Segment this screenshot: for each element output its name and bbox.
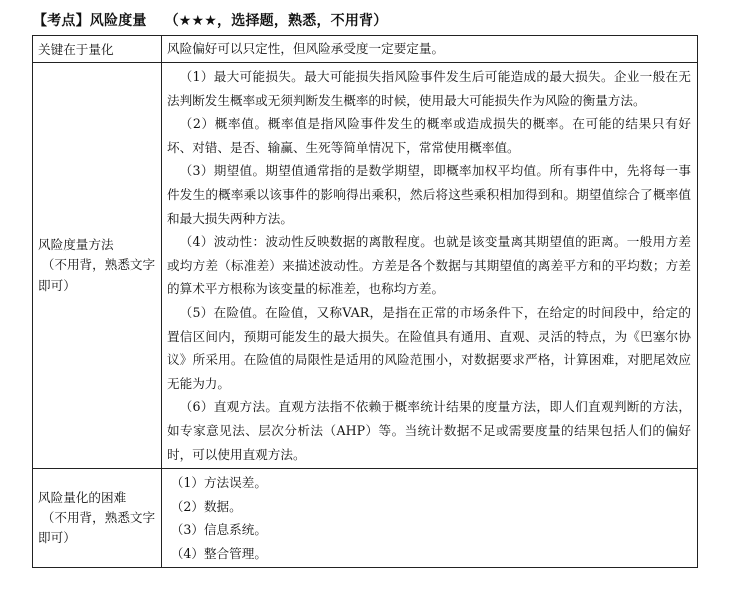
- table-row-key: [33, 36, 698, 63]
- method-paragraph: （4）波动性：波动性反映数据的离散程度。也就是该变量离其期望值的距离。一般用方差或均方差（标准差）来描述波动性。方差是各个数据与其期望值的离差平方和的平均数；方差的算术平方根称为该变量的标准差，也称均方差。: [167, 234, 691, 297]
- row-content-methods: [162, 63, 698, 469]
- heading-tag: 【考点】风险度量: [33, 13, 147, 29]
- row-content-text: 风险偏好可以只定性，但风险承受度一定要定量。: [167, 41, 445, 57]
- heading-note: （★★★，选择题，熟悉，不用背）: [164, 13, 388, 29]
- list-item: （3）信息系统。: [170, 522, 267, 538]
- method-paragraph: （5）在险值。在险值，又称VAR，是指在正常的市场条件下，在给定的时间段中，给定的置信区间内，预期可能发生的最大损失。在险值具有通用、直观、灵活的特点，为《巴塞尔协议》所采用。在险值的局限性是适用的风险范围小，对数据要求严格，计算困难，对肥尾效应无能为力。: [167, 304, 691, 391]
- table-row-methods: [33, 63, 698, 469]
- method-paragraph: （1）最大可能损失。最大可能损失指风险事件发生后可能造成的最大损失。企业一般在无法判断发生概率或无须判断发生概率的时候，使用最大可能损失作为风险的衡量方法。: [167, 69, 691, 108]
- method-paragraph: （2）概率值。概率值是指风险事件发生的概率或造成损失的概率。在可能的结果只有好坏、对错、是否、输赢、生死等简单情况下，常常使用概率值。: [167, 116, 691, 155]
- row-content-difficulties: [162, 469, 698, 568]
- list-item: （1）方法误差。: [170, 475, 267, 491]
- section-heading: [33, 9, 387, 31]
- row-label-text: 风险量化的困难: [38, 489, 127, 505]
- risk-measurement-table: [32, 35, 698, 568]
- list-item: （2）数据。: [170, 498, 242, 514]
- row-content-key: [162, 36, 698, 63]
- row-sublabel-text: （不用背，熟悉文字即可）: [38, 257, 156, 293]
- row-label-difficulties: [33, 469, 162, 568]
- row-sublabel-text: （不用背，熟悉文字即可）: [38, 510, 156, 546]
- row-label-methods: [33, 63, 162, 469]
- table-row-difficulties: [33, 469, 698, 568]
- row-label-key: [33, 36, 162, 63]
- list-item: （4）整合管理。: [170, 545, 267, 561]
- method-paragraph: （3）期望值。期望值通常指的是数学期望，即概率加权平均值。所有事件中，先将每一事件发生的概率乘以该事件的影响得出乘积，然后将这些乘积相加得到和。期望值综合了概率值和最大损失两种方法。: [167, 163, 691, 226]
- method-paragraph: （6）直观方法。直观方法指不依赖于概率统计结果的度量方法，即人们直观判断的方法，如专家意见法、层次分析法（AHP）等。当统计数据不足或需要度量的结果包括人们的偏好时，可以使用直观方法。: [167, 399, 691, 462]
- row-label-text: 关键在于量化: [38, 41, 114, 57]
- row-label-text: 风险度量方法: [38, 236, 114, 252]
